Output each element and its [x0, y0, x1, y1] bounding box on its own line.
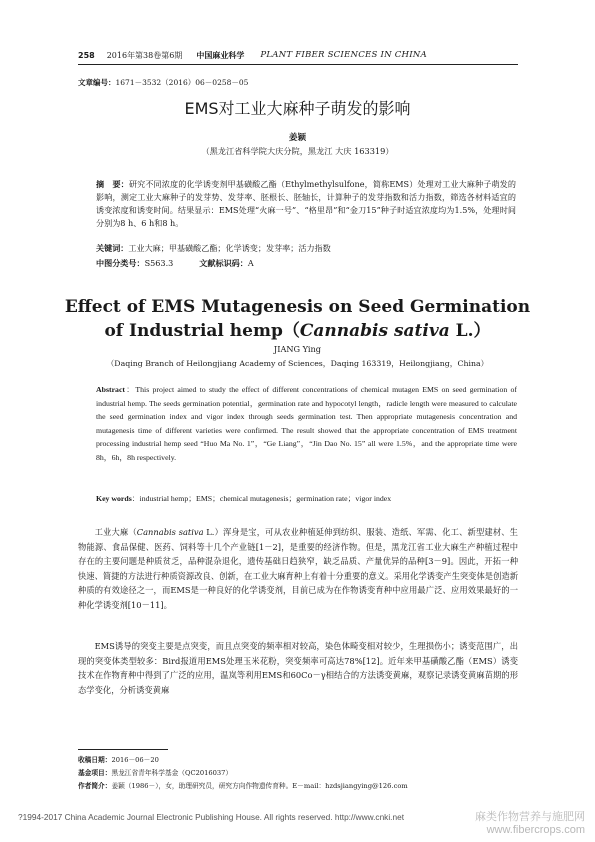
- site-watermark: [475, 808, 585, 836]
- keywords-en: [96, 493, 517, 504]
- body-p1-species: Cannabis sativa: [136, 527, 204, 537]
- body-paragraph-2: [78, 639, 518, 697]
- keywords-cn-label: 关键词：: [96, 243, 129, 253]
- title-en-species: Cannabis sativa: [299, 321, 450, 341]
- issue-info: 2016年第38卷第6期: [106, 50, 183, 60]
- abstract-cn-text: 研究不同浓度的化学诱变剂甲基磺酸乙酯（Ethylmethylsulfone，简称EMS）处理对工业大麻种子萌发的影响，测定工业大麻种子的发芽势、发芽率、胚根长、胚轴长，计算种子的发芽指数和活力指数，筛选各材料适宜的诱变浓度和诱变时间。结果显示：EMS处理“火麻一号”、“格里昂”和“金刀15”种子时适宜浓度均为1.5%，处理时间分别为8 h、6 h和8 h。: [96, 179, 516, 229]
- clc-label: 中图分类号：: [96, 258, 145, 268]
- article-number-value: 1671－3532（2016）06－0258－05: [115, 78, 249, 87]
- author-cn: 姜颖: [288, 133, 307, 143]
- affiliation-en: （Daqing Branch of Heilongjiang Academy of Sciences，Daqing 163319，Heilongjiang，China）: [106, 359, 489, 368]
- body-p2-text: EMS诱导的突变主要是点突变，而且点突变的频率相对较高，染色体畸变相对较少，生理损伤小；诱变范围广，出现的突变体类型较多：Bird报道用EMS处理玉米花粉，突变频率可高达78%[12]。近年来甲基磺酸乙酯（EMS）诱变技术在作物育种中得到了广泛的应用，温岚等利用EMS和60Co－γ相结合的方法诱变黄麻，观察记录诱变黄麻苗期的形态学变化，分析诱变黄麻: [78, 641, 518, 695]
- title-en-line2: [0, 319, 595, 343]
- bio-label: 作者简介：: [78, 782, 112, 790]
- body-paragraph-1: [78, 525, 518, 613]
- copyright-notice: ?1994-2017 China Academic Journal Electronic Publishing House. All rights reserved. http://www.cnki.net: [18, 812, 405, 822]
- abstract-cn-label: 摘 要：: [96, 179, 129, 189]
- watermark-line1: 麻类作物营养与施肥网: [475, 811, 585, 823]
- abstract-en-text: ：This project aimed to study the effect of different concentrations of chemical mutagen EMS on seed germination of industrial hemp. The seeds germination potential，germination rate and hypocotyl length，radicle length were measured to calculate the seed germination index and vigor index through seeds germination test. Then appropriate mutagenesis concentration and mutagenesis time of different varieties were confirmed. The result showed that the appropriate concentration of EMS treatment processing industrial hemp seed “Huo Ma No. 1”，“Ge Liang”，“Jin Dao No. 15” all were 1.5%，and the appropriate time were 8h，6h，8h respectively.: [96, 385, 517, 462]
- title-cn: EMS对工业大麻种子萌发的影响: [184, 99, 411, 118]
- keywords-en-label: Key words: [96, 494, 132, 503]
- journal-name-en: PLANT FIBER SCIENCES IN CHINA: [260, 50, 427, 60]
- title-en: [0, 295, 595, 343]
- bio-value: 姜颖（1986－），女，助理研究员，研究方向作物遗传育种。E－mail：hzdsjiangying@126.com: [111, 782, 408, 790]
- abstract-cn: [96, 178, 516, 230]
- author-en: JIANG Ying: [273, 344, 322, 354]
- keywords-cn: [96, 243, 516, 254]
- footnote-fund: [78, 767, 518, 777]
- received-label: 收稿日期：: [78, 756, 112, 764]
- body-p1-text: L.）浑身是宝，可从农业种植延伸到纺织、服装、造纸、军需、化工、新型建材、生物能源、食品保健、医药、饲料等十几个产业链[1－2]，是重要的经济作物。但是，黑龙江省工业大麻生产种植过程中存在的主要问题是种质贫乏，品种混杂退化，遗传基础日趋狭窄，缺乏品质、产量优异的品种[3－9]。因此，开拓一种快速、简捷的方法进行种质资源改良、创新，在工业大麻育种上有着十分重要的意义。采用化学诱变产生突变体是创造新种质的有效途径之一，而EMS是一种良好的化学诱变剂，目前已成为在作物诱变育种中应用最广泛、应用效果最好的一种化学诱变剂[10－11]。: [78, 527, 518, 610]
- abstract-en-label: Abstract: [96, 385, 126, 394]
- watermark-line2: www.fibercrops.com: [486, 824, 585, 836]
- footnote-rule: [78, 749, 168, 750]
- article-number-label: 文章编号：: [78, 78, 116, 87]
- title-en-line1: Effect of EMS Mutagenesis on Seed Germination: [64, 297, 531, 317]
- fund-value: 黑龙江省青年科学基金（QC2016037）: [111, 769, 233, 777]
- header-rule: [78, 64, 518, 65]
- abstract-en: [96, 383, 517, 465]
- clc-value: S563.3: [144, 258, 174, 268]
- journal-name-cn: 中国麻业科学: [196, 50, 245, 60]
- doc-code-label: 文献标识码：: [199, 258, 248, 268]
- page-number: 258: [78, 50, 95, 60]
- keywords-cn-text: 工业大麻；甲基磺酸乙酯；化学诱变；发芽率；活力指数: [128, 243, 331, 253]
- title-en-line2-post: L.）: [449, 321, 491, 341]
- classification-cn: [96, 258, 516, 269]
- body-p1-pre: 工业大麻（: [94, 527, 137, 537]
- affiliation-cn: （黑龙江省科学院大庆分院，黑龙江 大庆 163319）: [201, 146, 394, 156]
- article-number: [78, 77, 248, 88]
- running-header: [78, 48, 518, 62]
- title-en-line2-pre: of Industrial hemp（: [104, 321, 300, 341]
- keywords-en-text: ：industrial hemp；EMS；chemical mutagenesis；germination rate；vigor index: [131, 494, 392, 503]
- footnote-received: [78, 754, 518, 764]
- received-value: 2016－06－20: [111, 756, 159, 764]
- doc-code-value: A: [247, 258, 254, 268]
- footnote-author-bio: [78, 780, 518, 790]
- fund-label: 基金项目：: [78, 769, 112, 777]
